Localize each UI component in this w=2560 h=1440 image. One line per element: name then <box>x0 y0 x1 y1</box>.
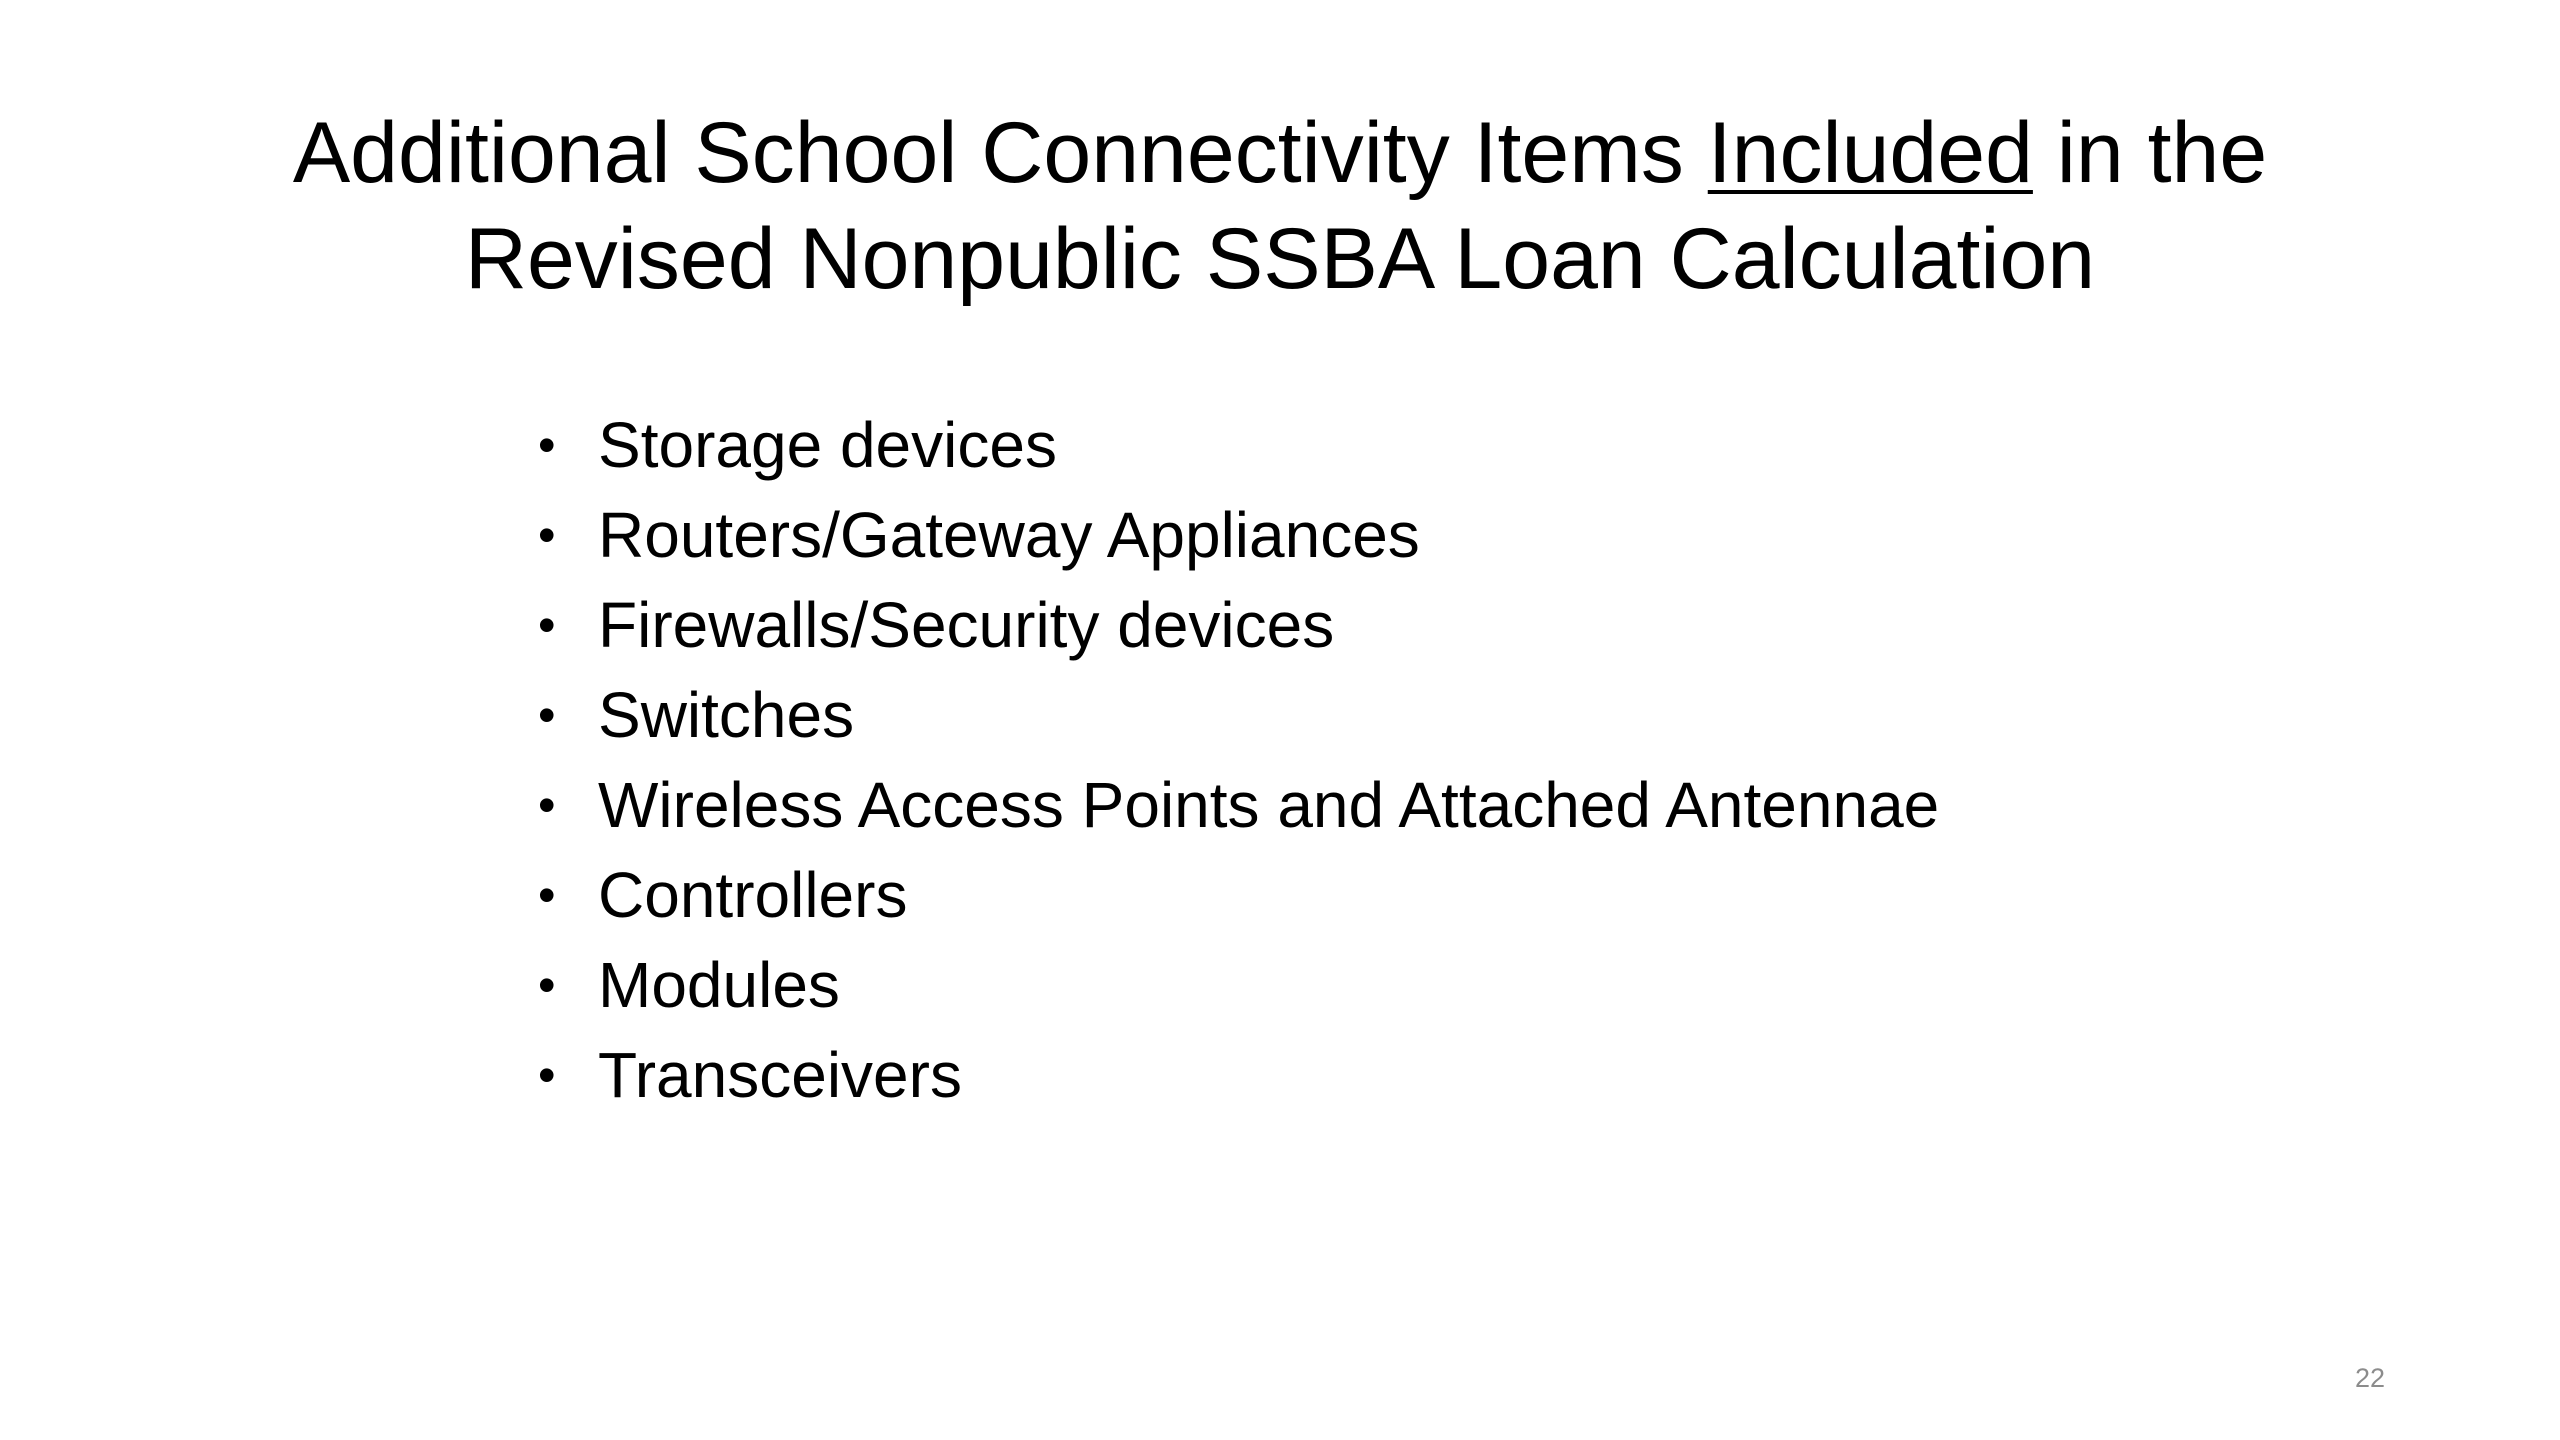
bullet-icon: • <box>538 957 556 1013</box>
title-underlined-word: Included <box>1707 105 2033 201</box>
list-item <box>532 940 1939 1030</box>
bullet-text: Routers/Gateway Appliances <box>598 499 1420 571</box>
bullet-text: Controllers <box>598 859 908 931</box>
list-item <box>532 490 1939 580</box>
list-item <box>532 400 1939 490</box>
bullet-icon: • <box>538 867 556 923</box>
bullet-icon: • <box>538 597 556 653</box>
bullet-icon: • <box>538 777 556 833</box>
list-item <box>532 850 1939 940</box>
title-line-2: Revised Nonpublic SSBA Loan Calculation <box>464 211 2096 307</box>
page-number: 22 <box>2354 1363 2385 1393</box>
bullet-text: Transceivers <box>598 1039 962 1111</box>
bullet-icon: • <box>538 687 556 743</box>
bullet-text: Firewalls/Security devices <box>598 589 1335 661</box>
slide-title <box>0 100 2560 312</box>
bullet-icon: • <box>538 417 556 473</box>
bullet-icon: • <box>538 1047 556 1103</box>
list-item <box>532 580 1939 670</box>
bullet-text: Modules <box>598 949 840 1021</box>
bullet-icon: • <box>538 507 556 563</box>
bullet-text: Switches <box>598 679 855 751</box>
bullet-text: Wireless Access Points and Attached Antennae <box>598 769 1940 841</box>
title-line-1 <box>0 100 2560 206</box>
title-text-after: in the <box>2032 105 2268 201</box>
title-text-before: Additional School Connectivity Items <box>292 105 1708 201</box>
list-item <box>532 670 1939 760</box>
bullet-list <box>532 400 1939 1120</box>
bullet-text: Storage devices <box>598 409 1057 481</box>
list-item <box>532 1030 1939 1120</box>
list-item <box>532 760 1939 850</box>
